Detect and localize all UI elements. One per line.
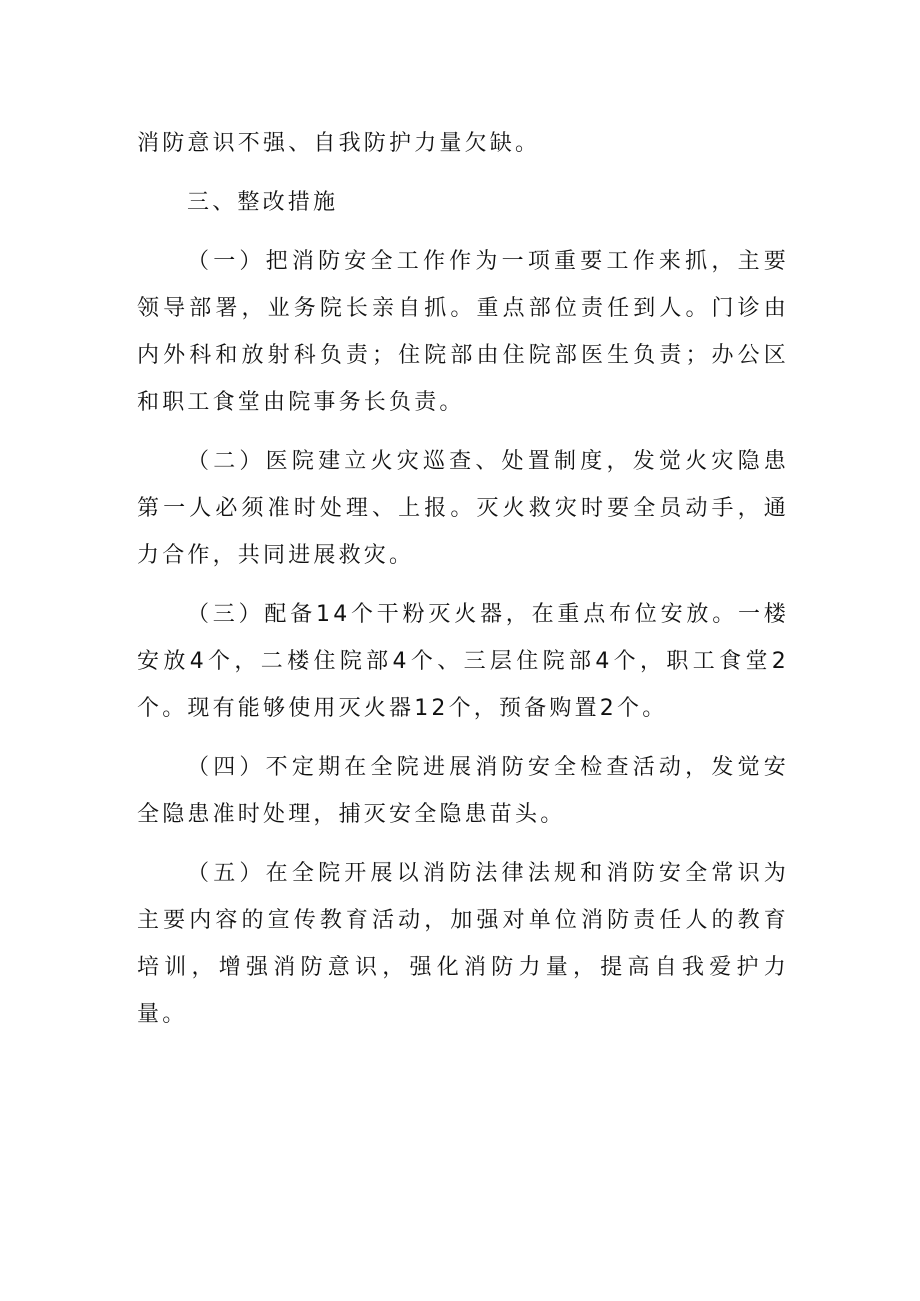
measure-paragraph-4: （四）不定期在全院进展消防安全检查活动，发觉安全隐患准时处理，捕灭安全隐患苗头。 bbox=[137, 755, 789, 827]
measure-paragraph-5: （五）在全院开展以消防法律法规和消防安全常识为主要内容的宣传教育活动，加强对单位消防责任人的教育培训，增强消防意识，强化消防力量，提高自我爱护力量。 bbox=[137, 861, 789, 1027]
document-body bbox=[137, 120, 789, 1050]
section-heading: 三、整改措施 bbox=[187, 190, 339, 215]
measure-paragraph-2: （二）医院建立火灾巡查、处置制度，发觉火灾隐患第一人必须准时处理、上报。灭火救灾时要全员动手，通力合作，共同进展救灾。 bbox=[137, 449, 789, 568]
continuation-paragraph: 消防意识不强、自我防护力量欠缺。 bbox=[137, 131, 541, 156]
measure-paragraph-1: （一）把消防安全工作作为一项重要工作来抓，主要领导部署，业务院长亲自抓。重点部位责任到人。门诊由内外科和放射科负责；住院部由住院部医生负责；办公区和职工食堂由院事务长负责。 bbox=[137, 249, 789, 415]
measure-paragraph-3: （三）配备14个干粉灭火器，在重点布位安放。一楼安放4个，二楼住院部4个、三层住院部4个，职工食堂2个。现有能够使用灭火器12个，预备购置2个。 bbox=[137, 602, 789, 721]
